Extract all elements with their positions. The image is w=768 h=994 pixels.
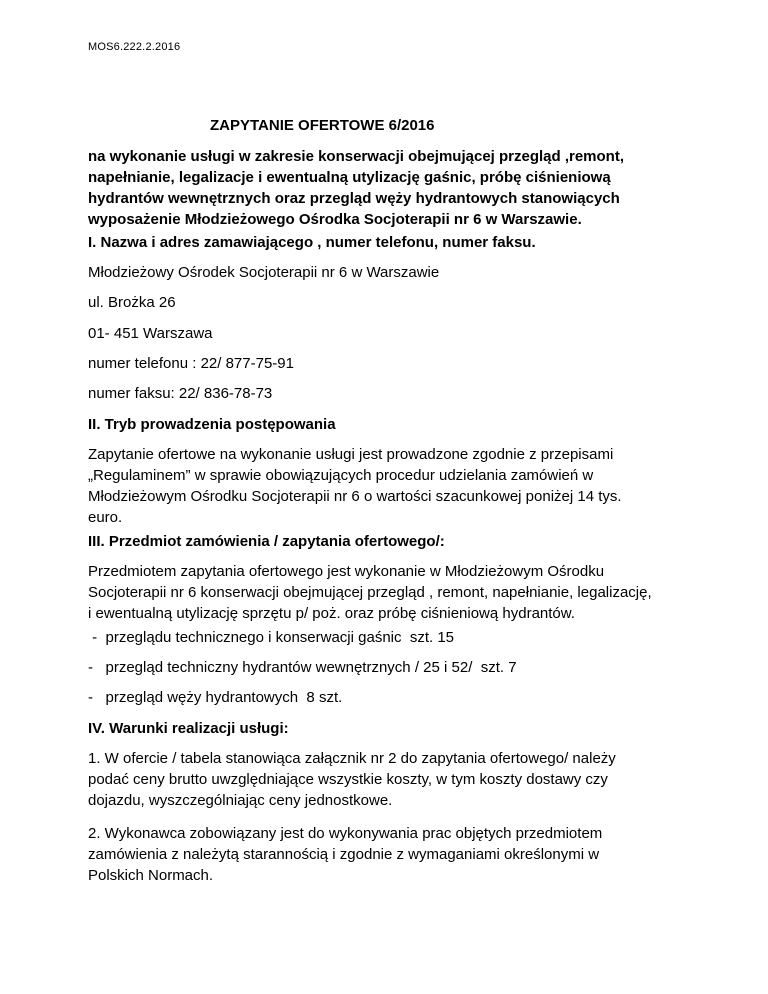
paragraph-line: Młodzieżowym Ośrodku Socjoterapii nr 6 o wartości szacunkowej poniżej 14 tys. — [88, 488, 622, 505]
intro-paragraph — [88, 146, 698, 230]
list-item: - przegląd techniczny hydrantów wewnętrznych / 25 i 52/ szt. 7 — [88, 659, 517, 676]
section-4-heading: IV. Warunki realizacji usługi: — [88, 720, 289, 737]
contracting-party-city: 01- 451 Warszawa — [88, 325, 213, 342]
document-title: ZAPYTANIE OFERTOWE 6/2016 — [210, 117, 435, 134]
section-2-heading: II. Tryb prowadzenia postępowania — [88, 416, 336, 433]
intro-line: hydrantów wewnętrznych oraz przegląd węży hydrantowych stanowiących — [88, 190, 620, 207]
paragraph-line: euro. — [88, 509, 123, 526]
section-2-paragraph — [88, 444, 698, 528]
paragraph-line: „Regulaminem” w sprawie obowiązujących procedur udzielania zamówień w — [88, 467, 594, 484]
paragraph-line: zamówienia z należytą starannością i zgodnie z wymaganiami określonymi w — [88, 846, 600, 863]
section-4-paragraph-2 — [88, 823, 698, 886]
contracting-party-street: ul. Brożka 26 — [88, 294, 176, 311]
paragraph-line: Przedmiotem zapytania ofertowego jest wykonanie w Młodzieżowym Ośrodku — [88, 563, 605, 580]
section-3-paragraph — [88, 561, 698, 624]
paragraph-line: Socjoterapii nr 6 konserwacji obejmującej przegląd , remont, napełnianie, legalizację, — [88, 584, 652, 601]
paragraph-line: Polskich Normach. — [88, 867, 214, 884]
intro-line: wyposażenie Młodzieżowego Ośrodka Socjoterapii nr 6 w Warszawie. — [88, 211, 582, 228]
list-item: - przeglądu technicznego i konserwacji gaśnic szt. 15 — [88, 629, 455, 646]
paragraph-line: dojazdu, wyszczególniając ceny jednostkowe. — [88, 792, 393, 809]
intro-line: na wykonanie usługi w zakresie konserwacji obejmującej przegląd ,remont, — [88, 148, 625, 165]
contracting-party-fax: numer faksu: 22/ 836-78-73 — [88, 385, 273, 402]
paragraph-line: Zapytanie ofertowe na wykonanie usługi jest prowadzone zgodnie z przepisami — [88, 446, 614, 463]
paragraph-line: 1. W ofercie / tabela stanowiąca załącznik nr 2 do zapytania ofertowego/ należy — [88, 750, 616, 767]
list-item: - przegląd węży hydrantowych 8 szt. — [88, 689, 343, 706]
paragraph-line: 2. Wykonawca zobowiązany jest do wykonywania prac objętych przedmiotem — [88, 825, 603, 842]
contracting-party-phone: numer telefonu : 22/ 877-75-91 — [88, 355, 294, 372]
section-3-heading: III. Przedmiot zamówienia / zapytania ofertowego/: — [88, 533, 445, 550]
contracting-party-name: Młodzieżowy Ośrodek Socjoterapii nr 6 w Warszawie — [88, 264, 440, 281]
intro-line: napełnianie, legalizacje i ewentualną utylizację gaśnic, próbę ciśnieniową — [88, 169, 611, 186]
paragraph-line: i ewentualną utylizację sprzętu p/ poż. oraz próbę ciśnieniową hydrantów. — [88, 605, 575, 622]
section-4-paragraph-1 — [88, 748, 698, 811]
document-reference: MOS6.222.2.2016 — [88, 41, 181, 53]
section-1-heading: I. Nazwa i adres zamawiającego , numer telefonu, numer faksu. — [88, 234, 536, 251]
paragraph-line: podać ceny brutto uwzględniające wszystkie koszty, w tym koszty dostawy czy — [88, 771, 608, 788]
